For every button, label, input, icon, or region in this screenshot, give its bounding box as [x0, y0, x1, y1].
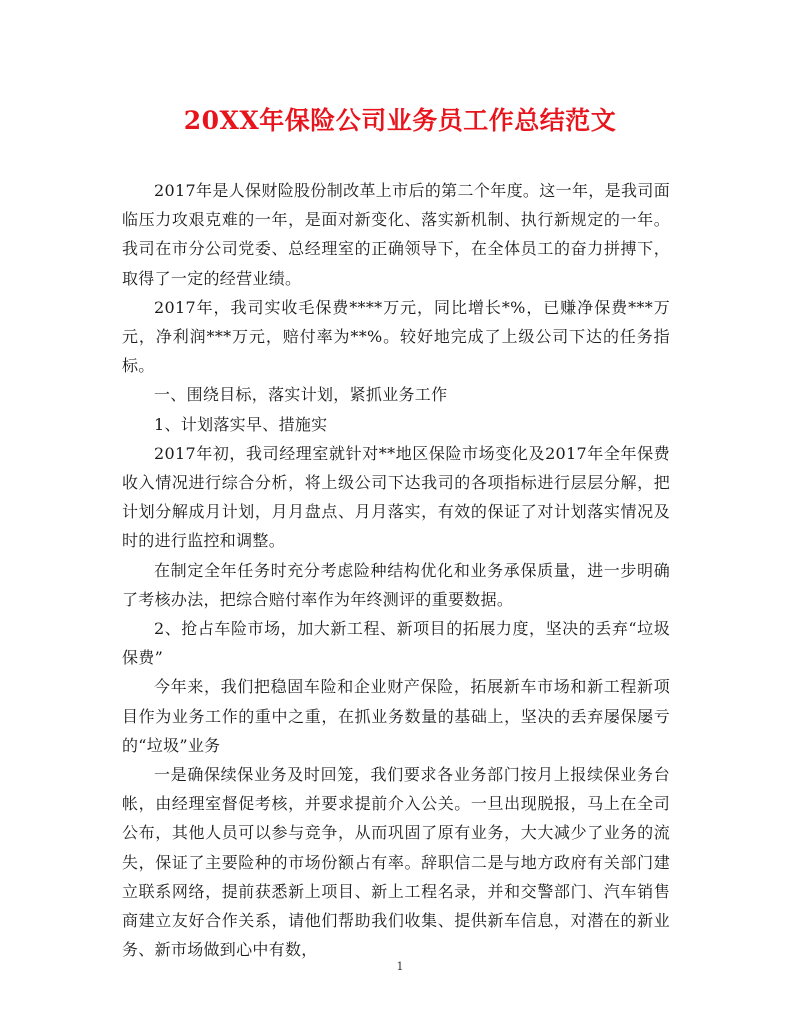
paragraph-results: 2017年，我司实收毛保费****万元，同比增长*%，已赚净保费***万元，净利润***万元，赔付率为**%。较好地完成了上级公司下达的任务指标。: [122, 297, 670, 376]
paragraph-assessment: 在制定全年任务时充分考虑险种结构优化和业务承保质量，进一步明确了考核办法，把综合赔付率作为年终测评的重要数据。: [122, 560, 670, 609]
section-heading-1: 一、围绕目标，落实计划，紧抓业务工作: [154, 385, 448, 405]
document-body: [122, 176, 670, 964]
subsection-heading-2: 2、抢占车险市场，加大新工程、新项目的拓展力度，坚决的丢弃“垃圾保费”: [122, 619, 670, 668]
paragraph-plan: 2017年初，我司经理室就针对**地区保险市场变化及2017年全年保费收入情况进行综合分析，将上级公司下达我司的各项指标进行层层分解，把计划分解成月计划，月月盘点、月月落实，有效的保证了对计划落实情况及时的进行监控和调整。: [122, 443, 670, 551]
subsection-heading-1: 1、计划落实早、措施实: [154, 414, 328, 434]
paragraph-intro: 2017年是人保财险股份制改革上市后的第二个年度。这一年，是我司面临压力攻艰克难的一年，是面对新变化、落实新机制、执行新规定的一年。我司在市分公司党委、总经理室的正确领导下，在全体员工的奋力拼搏下，取得了一定的经营业绩。: [122, 181, 670, 288]
paragraph-market: 今年来，我们把稳固车险和企业财产保险，拓展新车市场和新工程新项目作为业务工作的重中之重，在抓业务数量的基础上，坚决的丢弃屡保屡亏的“垃圾”业务: [122, 677, 670, 755]
page-number: 1: [396, 960, 404, 973]
document-title: 20XX年保险公司业务员工作总结范文: [183, 106, 617, 135]
paragraph-renewal: 一是确保续保业务及时回笼，我们要求各业务部门按月上报续保业务台帐，由经理室督促考核，并要求提前介入公关。一旦出现脱报，马上在全司公布，其他人员可以参与竞争，从而巩固了原有业务，大大减少了业务的流失，保证了主要险种的市场份额占有率。辞职信二是与地方政府有关部门建立联系网络，提前获悉新上项目、新上工程名录，并和交警部门、汽车销售商建立友好合作关系，请他们帮助我们收集、提供新车信息，对潜在的新业务、新市场做到心中有数，: [122, 765, 670, 960]
